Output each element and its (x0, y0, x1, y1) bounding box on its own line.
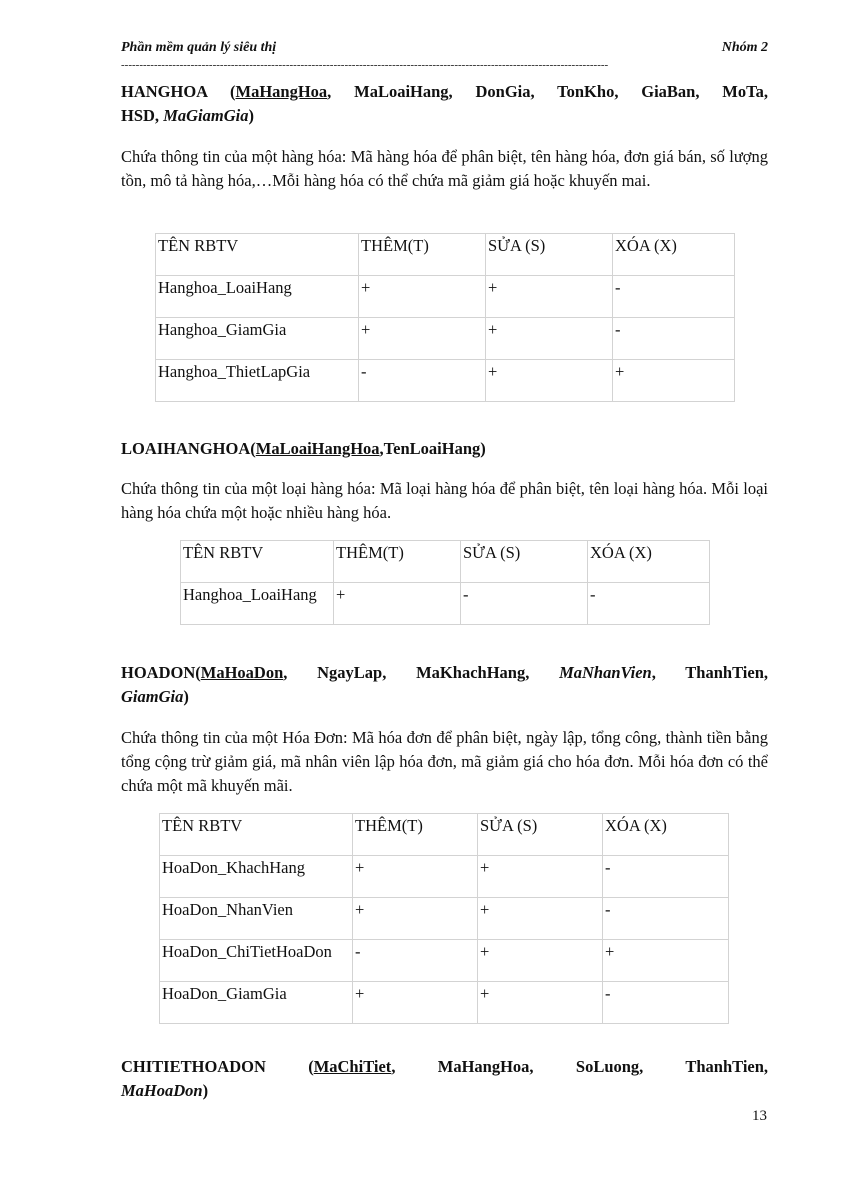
table-row (160, 898, 729, 940)
table-cell: + (353, 898, 478, 940)
table-header-cell: THÊM(T) (334, 541, 461, 583)
table-cell: + (353, 982, 478, 1024)
table-row (160, 982, 729, 1024)
table-row (156, 276, 735, 318)
table-cell: Hanghoa_GiamGia (156, 318, 359, 360)
primary-key: MaHoaDon (200, 663, 284, 682)
chitiethoadon-heading: CHITIETHOADON (MaChiTiet, MaHangHoa, SoLuong, ThanhTien, MaHoaDon) (121, 1057, 769, 1100)
table-header-cell: SỬA (S) (461, 541, 588, 583)
hanghoa-description: Chứa thông tin của một hàng hóa: Mã hàng hóa để phân biệt, tên hàng hóa, đơn giá bán, số lượng tồn, mô tả hàng hóa,…Mỗi hàng hóa có thể chứa mã giảm giá hoặc khuyến mai. (121, 147, 768, 190)
hoadon-heading: HOADON(MaHoaDon, NgayLap, MaKhachHang, MaNhanVien, ThanhTien, GiamGia) (121, 663, 769, 706)
table-cell: HoaDon_ChiTietHoaDon (160, 940, 353, 982)
foreign-key: GiamGia (121, 687, 184, 706)
primary-key: MaLoaiHangHoa (255, 439, 380, 458)
table-header-cell: THÊM(T) (353, 814, 478, 856)
table-cell: HoaDon_GiamGia (160, 982, 353, 1024)
table-header-cell: XÓA (X) (603, 814, 729, 856)
table-cell: + (478, 982, 603, 1024)
table-header-cell: TÊN RBTV (181, 541, 334, 583)
table-cell: HoaDon_KhachHang (160, 856, 353, 898)
table-cell: + (613, 360, 735, 402)
primary-key: MaHangHoa (235, 82, 328, 101)
header-separator: ------------------------------------------------------------------------------------------------------------------------------------- (121, 60, 609, 70)
table-header-row (160, 814, 729, 856)
hanghoa-heading: HANGHOA (MaHangHoa, MaLoaiHang, DonGia, TonKho, GiaBan, MoTa, HSD, MaGiamGia) (121, 82, 768, 125)
table-row (156, 318, 735, 360)
page-number: 13 (752, 1108, 767, 1124)
table-cell: Hanghoa_LoaiHang (156, 276, 359, 318)
table-cell: + (478, 898, 603, 940)
loaihanghoa-description: Chứa thông tin của một loại hàng hóa: Mã loại hàng hóa để phân biệt, tên loại hàng hóa. Mỗi loại hàng hóa chứa một hoặc nhiều hàng hóa. (121, 479, 768, 522)
table-header-cell: TÊN RBTV (160, 814, 353, 856)
foreign-key: MaGiamGia (163, 106, 249, 125)
table-cell: HoaDon_NhanVien (160, 898, 353, 940)
header-group: Nhóm 2 (721, 40, 768, 55)
table-header-cell: THÊM(T) (359, 234, 486, 276)
table-cell: - (359, 360, 486, 402)
table-header-row (181, 541, 710, 583)
table-cell: Hanghoa_LoaiHang (181, 583, 334, 625)
table-cell: - (603, 982, 729, 1024)
table-cell: + (353, 856, 478, 898)
hanghoa-rbtv-table (155, 233, 735, 402)
table-header-cell: XÓA (X) (613, 234, 735, 276)
table-cell: - (353, 940, 478, 982)
table-header-cell: SỬA (S) (478, 814, 603, 856)
header-title: Phần mềm quản lý siêu thị (121, 40, 277, 55)
hoadon-rbtv-table (159, 813, 729, 1024)
table-row (160, 940, 729, 982)
table-cell: - (461, 583, 588, 625)
table-header-cell: SỬA (S) (486, 234, 613, 276)
hoadon-description: Chứa thông tin của một Hóa Đơn: Mã hóa đơn để phân biệt, ngày lập, tổng công, thành tiền bằng tổng cộng trừ giảm giá, mã nhân viên lập hóa đơn, mã giảm giá cho hóa đơn. Mỗi hóa đơn có thể chứa một mã khuyến mãi. (121, 728, 768, 795)
foreign-key: MaHoaDon (121, 1081, 203, 1100)
table-cell: + (603, 940, 729, 982)
table-cell: + (359, 276, 486, 318)
table-header-cell: XÓA (X) (588, 541, 710, 583)
table-cell: - (603, 856, 729, 898)
table-cell: + (486, 318, 613, 360)
table-header-cell: TÊN RBTV (156, 234, 359, 276)
foreign-key: MaNhanVien (559, 663, 652, 682)
loaihanghoa-rbtv-table (180, 540, 710, 625)
table-cell: + (334, 583, 461, 625)
table-cell: - (613, 276, 735, 318)
table-header-row (156, 234, 735, 276)
table-row (160, 856, 729, 898)
table-cell: + (359, 318, 486, 360)
table-row (181, 583, 710, 625)
table-cell: - (603, 898, 729, 940)
page-header (121, 40, 768, 56)
table-cell: + (486, 276, 613, 318)
table-cell: + (486, 360, 613, 402)
table-row (156, 360, 735, 402)
primary-key: MaChiTiet (313, 1057, 392, 1076)
table-cell: Hanghoa_ThietLapGia (156, 360, 359, 402)
table-cell: - (588, 583, 710, 625)
loaihanghoa-heading: LOAIHANGHOA(MaLoaiHangHoa,TenLoaiHang) (121, 439, 486, 458)
table-cell: + (478, 856, 603, 898)
table-cell: + (478, 940, 603, 982)
table-cell: - (613, 318, 735, 360)
